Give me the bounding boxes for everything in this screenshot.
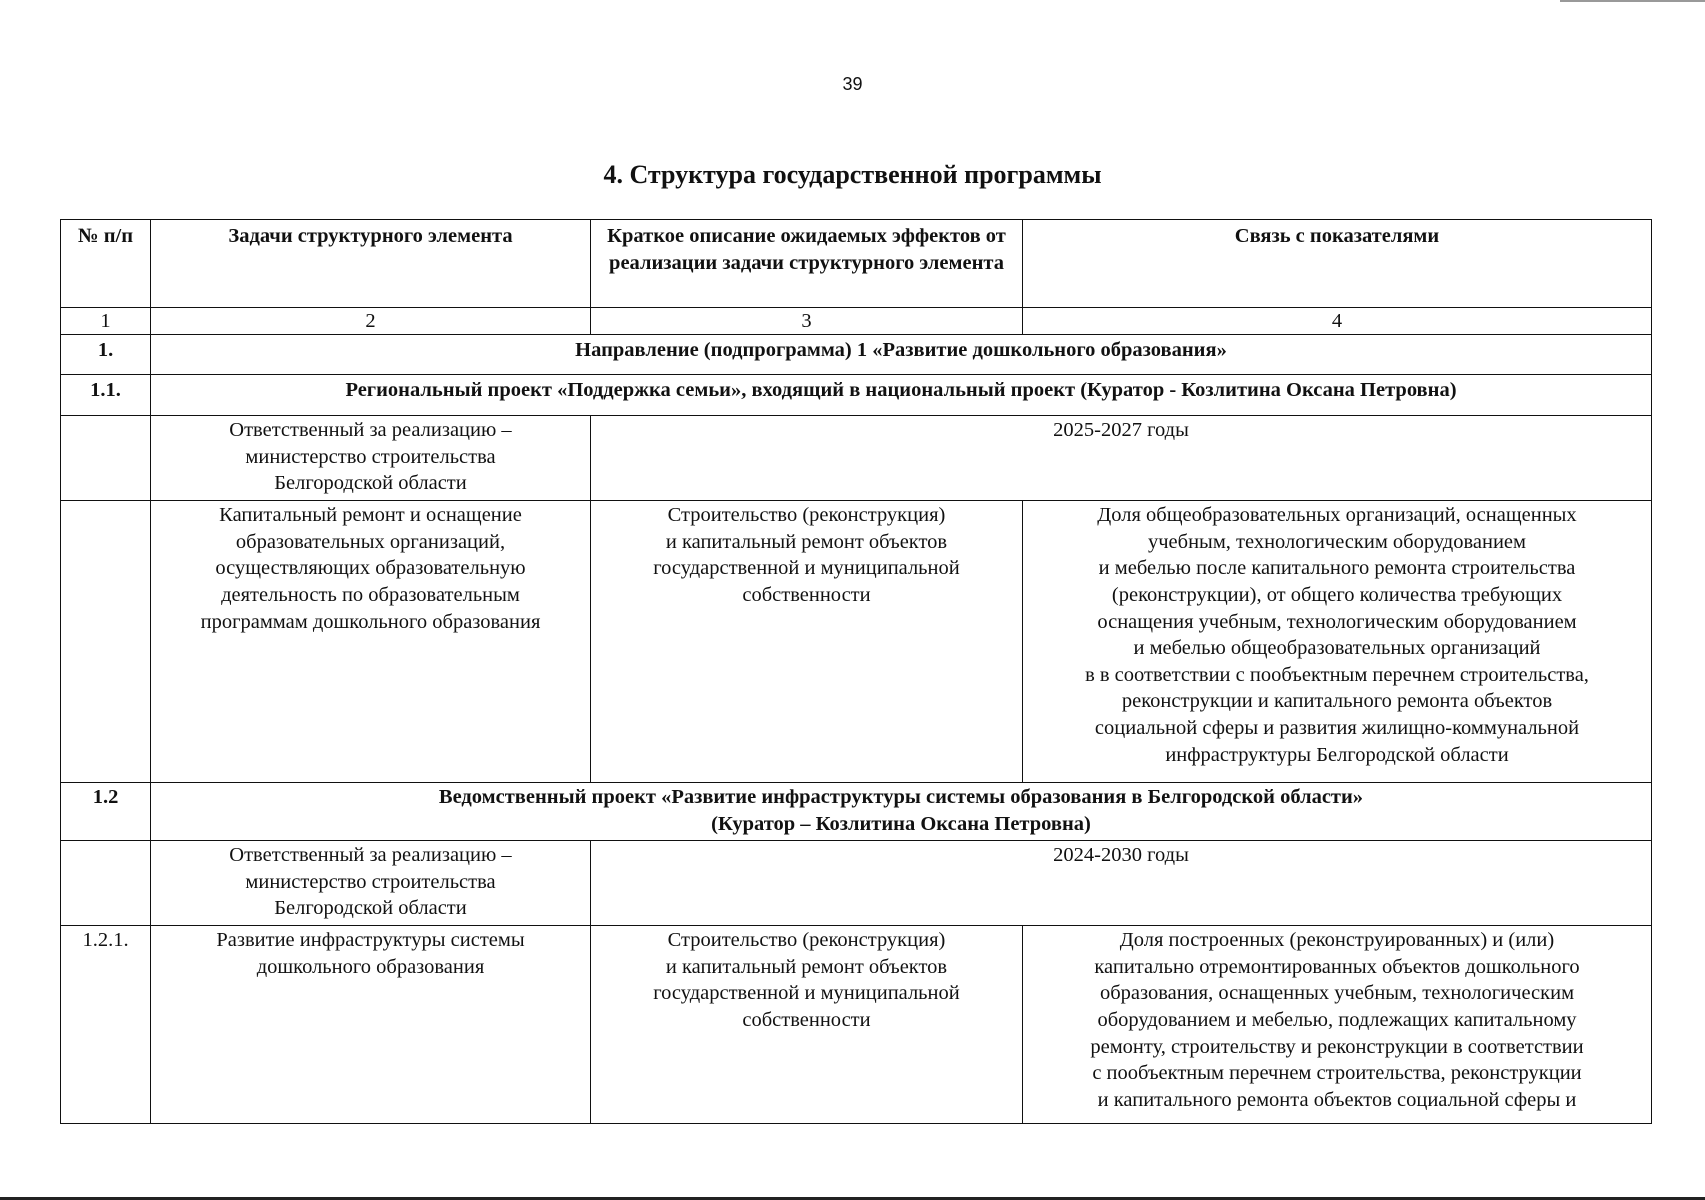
project-row [61, 783, 1652, 841]
direction-row [61, 335, 1652, 375]
program-structure-table [60, 219, 1652, 1124]
column-number-row [61, 308, 1652, 335]
column-number: 3 [591, 308, 1023, 335]
header-effects: Краткое описание ожидаемых эффектов от реализации задачи структурного элемента [591, 220, 1023, 308]
task-text: Капитальный ремонт и оснащение образовательных организаций, осуществляющих образовательную деятельность по образовательным программам дошкольного образования [151, 501, 591, 783]
project-title: Региональный проект «Поддержка семьи», входящий в национальный проект (Куратор - Козлитина Оксана Петровна) [151, 375, 1652, 416]
table-header-row [61, 220, 1652, 308]
row-number-empty [61, 416, 151, 501]
responsible-row [61, 841, 1652, 926]
page-title: 4. Структура государственной программы [603, 160, 1102, 189]
row-number: 1.2.1. [61, 926, 151, 1124]
task-row [61, 926, 1652, 1124]
direction-title: Направление (подпрограмма) 1 «Развитие дошкольного образования» [151, 335, 1652, 375]
effect-text: Строительство (реконструкция) и капитальный ремонт объектов государственной и муниципальной собственности [591, 926, 1023, 1124]
project-period: 2024-2030 годы [591, 841, 1652, 926]
column-number: 4 [1023, 308, 1652, 335]
project-title: Ведомственный проект «Развитие инфраструктуры системы образования в Белгородской области» (Куратор – Козлитина Оксана Петровна) [151, 783, 1652, 841]
responsible-row [61, 416, 1652, 501]
row-number: 1.2 [61, 783, 151, 841]
row-number-empty [61, 841, 151, 926]
indicator-text: Доля построенных (реконструированных) и (или) капитально отремонтированных объектов дошкольного образования, оснащенных учебным, технологическим оборудованием и мебелью, подлежащих капитальному ремонту, строительству и реконструкции в соответствии с пообъектным перечнем строительства, реконструкции и капитального ремонта объектов социальной сферы и [1023, 926, 1652, 1124]
responsible-text: Ответственный за реализацию – министерство строительства Белгородской области [151, 841, 591, 926]
row-number-empty [61, 501, 151, 783]
responsible-text: Ответственный за реализацию – министерство строительства Белгородской области [151, 416, 591, 501]
effect-text: Строительство (реконструкция) и капитальный ремонт объектов государственной и муниципальной собственности [591, 501, 1023, 783]
page-number: 39 [842, 74, 863, 94]
indicator-text: Доля общеобразовательных организаций, оснащенных учебным, технологическим оборудованием и мебелью после капитального ремонта строительства (реконструкции), от общего количества требующих оснащения учебным, технологическим оборудованием и мебелью общеобразовательных организаций в в соответствии с пообъектным перечнем строительства, реконструкции и капитального ремонта объектов социальной сферы и развития жилищно-коммунальной инфраструктуры Белгородской области [1023, 501, 1652, 783]
header-indicators: Связь с показателями [1023, 220, 1652, 308]
column-number: 2 [151, 308, 591, 335]
scan-edge-line [1560, 0, 1705, 2]
project-row [61, 375, 1652, 416]
project-period: 2025-2027 годы [591, 416, 1652, 501]
column-number: 1 [61, 308, 151, 335]
header-tasks: Задачи структурного элемента [151, 220, 591, 308]
header-number: № п/п [61, 220, 151, 308]
row-number: 1. [61, 335, 151, 375]
row-number: 1.1. [61, 375, 151, 416]
task-row [61, 501, 1652, 783]
task-text: Развитие инфраструктуры системы дошкольного образования [151, 926, 591, 1124]
